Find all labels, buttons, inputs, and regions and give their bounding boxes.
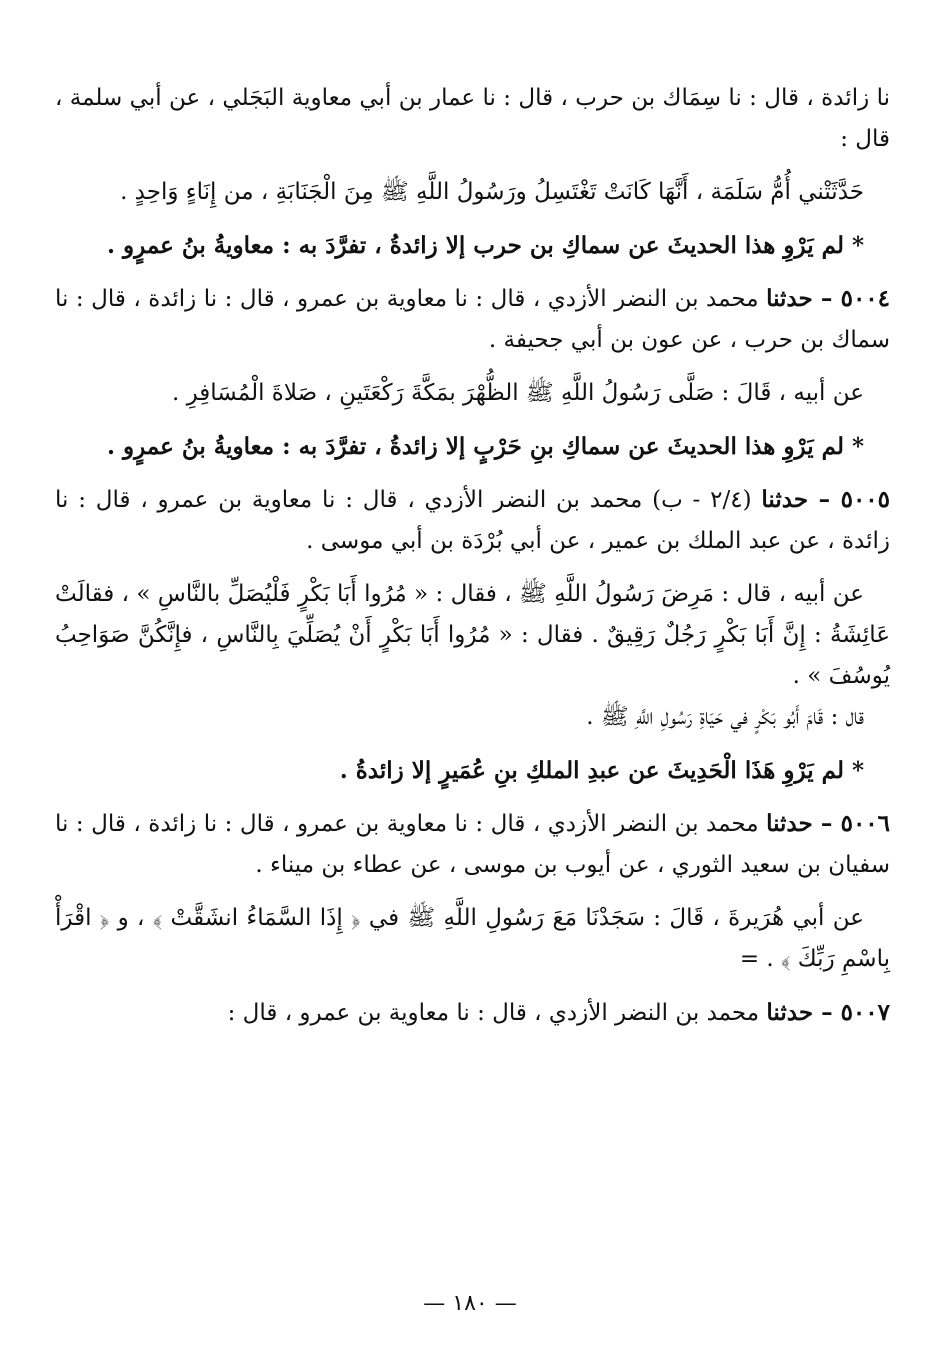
hadith-matn-5005-end: قال : قَامَ أَبُو بَكْرٍ في حَيَاةِ رَسُولِ اللَّهِ ﷺ . bbox=[586, 704, 864, 730]
hadith-number-5006: ٥٠٠٦ – حدثنا bbox=[766, 810, 891, 837]
commentary-5003: * لم يَرْوِ هذا الحديثَ عن سماكِ بن حرب إلا زائدةُ ، تفرَّدَ به : معاويةُ بنُ عمرٍو . bbox=[107, 232, 864, 259]
hadith-matn-5006: عن أبي هُرَيرةَ ، قَالَ : سَجَدْنَا مَعَ رَسُولِ اللَّهِ ﷺ في ﴿ إِذَا السَّمَاءُ انشَقَّتْ ﴾ ، و ﴿ اقْرَأْ بِاسْمِ رَبِّكَ ﴾ . = bbox=[55, 905, 890, 972]
hadith-5004-isnad-text: محمد بن النضر الأزدي ، قال : نا معاوية بن عمرو ، قال : نا زائدة ، قال : نا سماك بن حرب ، عن عون بن أبي جحيفة . bbox=[55, 286, 890, 353]
hadith-number-5007: ٥٠٠٧ – حدثنا bbox=[766, 999, 890, 1026]
commentary-5004: * لم يَرْوِ هذا الحديثَ عن سماكِ بنِ حَرْبٍ إلا زائدةُ ، تفرَّدَ به : معاويةُ بنُ عمرٍو . bbox=[107, 433, 864, 460]
hadith-matn-5003: حَدَّثَتْني أُمُّ سَلَمَة ، أَنَّهَا كَانَتْ تَغْتَسِلُ ورَسُولُ اللَّهِ ﷺ مِنَ الْجَنَابَةِ ، من إِنَاءٍ وَاحِدٍ . bbox=[120, 179, 864, 205]
hadith-matn-5005: عن أبيه ، قال : مَرِضَ رَسُولُ اللَّهِ ﷺ ، فقال : « مُرُوا أَبَا بَكْرٍ فَلْيُصَلِّ بالنَّاسِ » ، فقالَتْ عَائِشَةُ : إِنَّ أَبَا بَكْرٍ رَجُلٌ رَقِيقٌ . فقال : « مُرُوا أَبَا بَكْرٍ أَنْ يُصَلِّيَ بِالنَّاسِ ، فإِنَّكُنَّ صَوَاحِبُ يُوسُفَ » . bbox=[55, 581, 890, 689]
hadith-5006-isnad-text: محمد بن النضر الأزدي ، قال : نا معاوية بن عمرو ، قال : نا زائدة ، قال : نا سفيان بن سعيد الثوري ، عن أيوب بن موسى ، عن عطاء بن ميناء . bbox=[55, 811, 890, 878]
text-block-1: نا زائدة ، قال : نا سِمَاك بن حرب ، قال : نا عمار بن أبي معاوية البَجَلي ، عن أبي سلمة ، قال : bbox=[55, 85, 890, 152]
hadith-matn-5004: عن أبيه ، قَالَ : صَلَّى رَسُولُ اللَّهِ ﷺ الظُّهْرَ بمَكَّةَ رَكْعَتَينِ ، صَلاةَ الْمُسَافِرِ . bbox=[171, 380, 864, 406]
hadith-number-5004: ٥٠٠٤ – حدثنا bbox=[766, 285, 891, 312]
hadith-5005-isnad bbox=[55, 479, 890, 562]
hadith-5007-isnad bbox=[55, 992, 890, 1034]
page-body bbox=[55, 78, 890, 1034]
hadith-5005-isnad-text: (٢/٤ - ب) محمد بن النضر الأزدي ، قال : نا معاوية بن عمرو ، قال : نا زائدة ، عن عبد الملك بن عمير ، عن أبي بُرْدَة بن أبي موسى . bbox=[55, 487, 890, 554]
hadith-5004-isnad bbox=[55, 278, 890, 361]
page-number: — ١٨٠ — bbox=[423, 1291, 517, 1316]
hadith-5006-isnad bbox=[55, 803, 890, 886]
commentary-5005: * لم يَرْوِ هَذَا الْحَدِيثَ عن عبدِ الملكِ بنِ عُمَيرٍ إلا زائدةُ . bbox=[339, 757, 864, 784]
hadith-5007-isnad-text: محمد بن النضر الأزدي ، قال : نا معاوية بن عمرو ، قال : bbox=[227, 1000, 760, 1026]
hadith-number-5005: ٥٠٠٥ – حدثنا bbox=[761, 486, 891, 513]
